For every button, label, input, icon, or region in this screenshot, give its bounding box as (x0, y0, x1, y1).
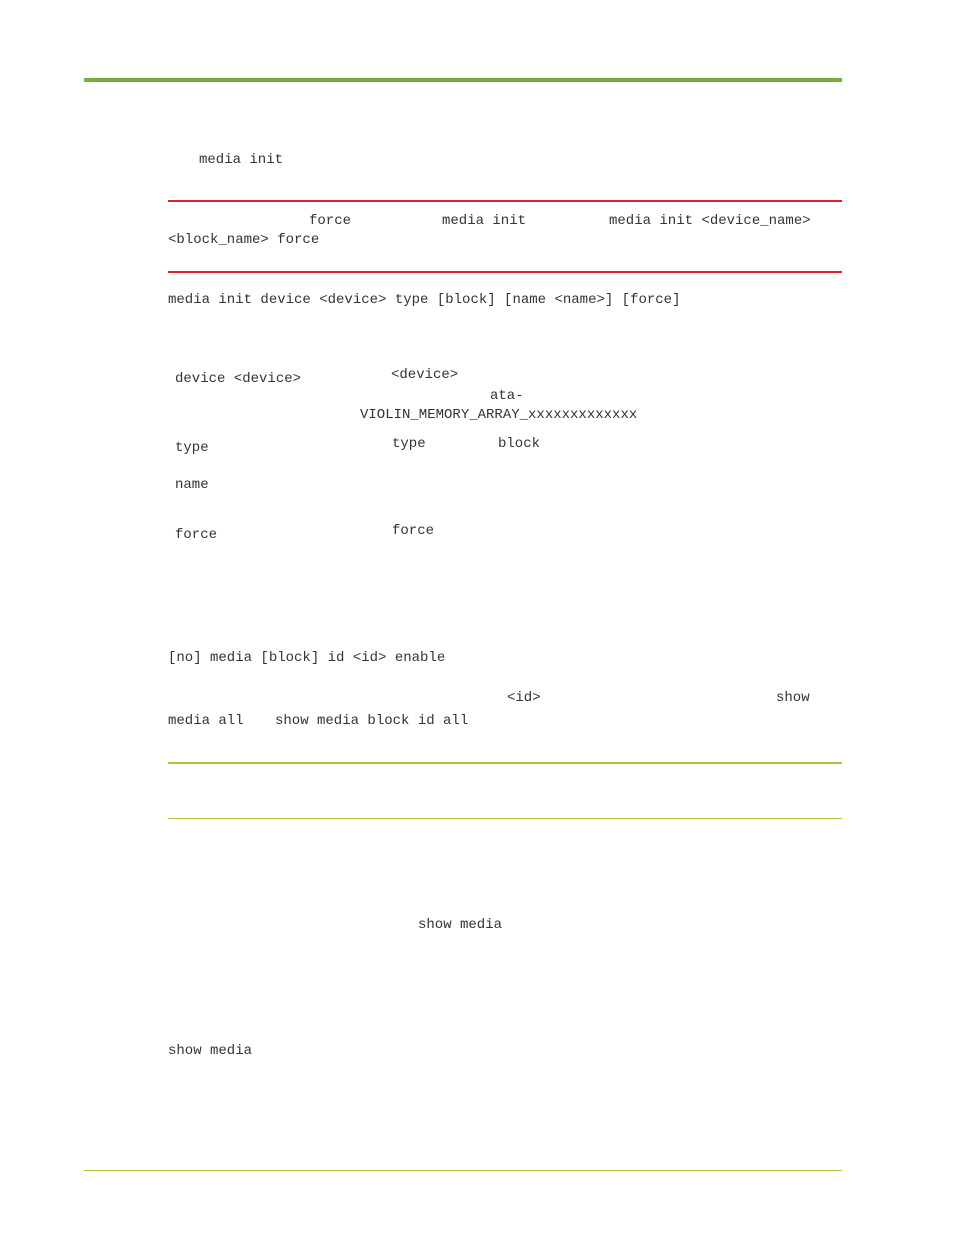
enable-show-keyword: show (776, 690, 810, 706)
enable-id-keyword: <id> (507, 690, 541, 706)
param-name-type: type (175, 440, 209, 456)
param-name-force: force (175, 527, 218, 543)
enable-show-media-block-id-all: show media block id all (275, 713, 469, 729)
media-init-syntax: media init device <device> type [block] [name <name>] [force] (168, 292, 681, 308)
param-desc-device-code: <device> (391, 367, 459, 383)
caution-top-rule (168, 200, 842, 202)
caution-full-command-line1: media init <device_name> (609, 213, 811, 229)
param-desc-type-value: block (498, 436, 541, 452)
param-name-device: device <device> (175, 371, 302, 387)
note-bottom-rule (168, 818, 842, 819)
param-name-name: name (175, 477, 209, 493)
show-media-syntax: show media (168, 1043, 253, 1059)
footer-rule (84, 1170, 842, 1171)
param-desc-force-code: force (392, 523, 435, 539)
enable-show-media-all: media all (168, 713, 244, 729)
intro-command: media init (199, 152, 284, 168)
param-desc-device-prefix: ata- (490, 388, 524, 404)
caution-full-command-line2: <block_name> force (168, 232, 320, 248)
caution-bottom-rule (168, 271, 842, 273)
header-rule (84, 78, 842, 82)
caution-force-keyword: force (309, 213, 352, 229)
param-desc-type-code: type (392, 436, 426, 452)
note-top-rule (168, 762, 842, 764)
show-media-inline-command: show media (418, 917, 503, 933)
caution-media-init-keyword: media init (442, 213, 527, 229)
param-desc-device-example: VIOLIN_MEMORY_ARRAY_xxxxxxxxxxxxx (360, 407, 638, 423)
media-enable-syntax: [no] media [block] id <id> enable (168, 650, 446, 666)
